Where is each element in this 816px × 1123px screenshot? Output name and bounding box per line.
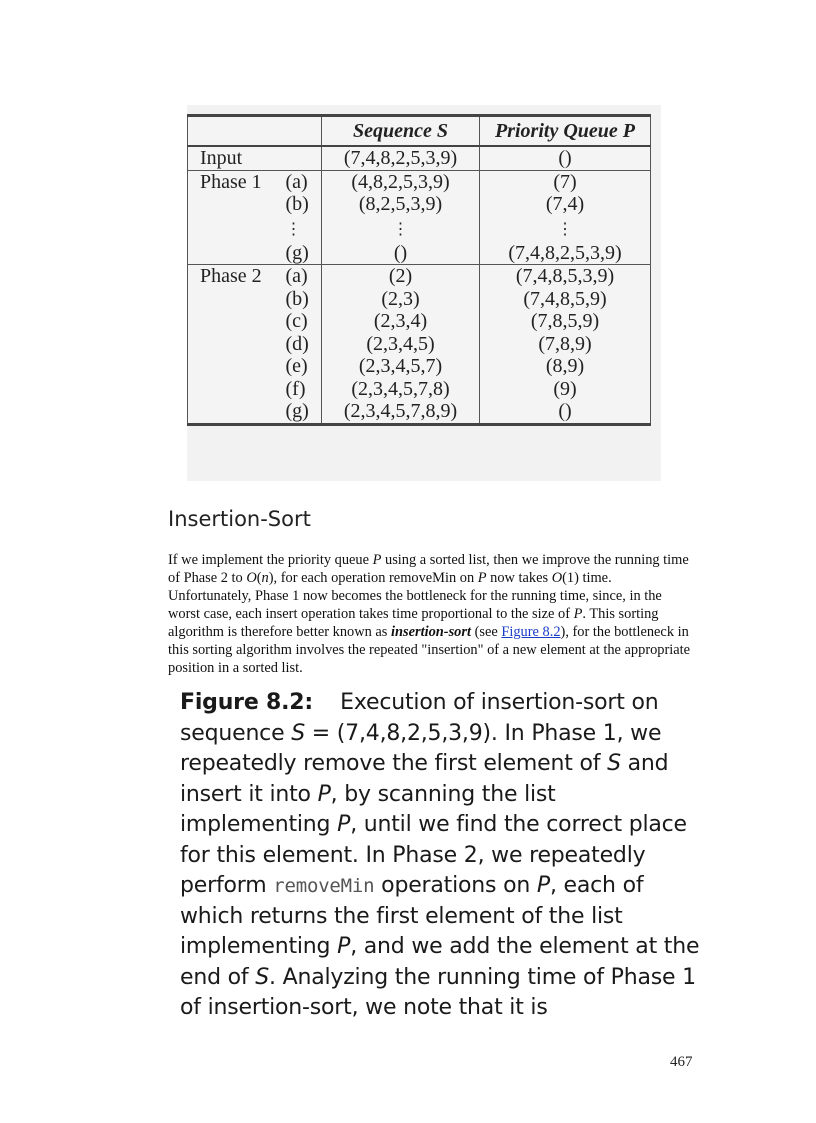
- header-priority-queue: Priority Queue P: [480, 116, 651, 147]
- table-row: [188, 170, 651, 193]
- step-label: (d): [285, 332, 309, 355]
- vertical-ellipsis: ⋮: [392, 221, 409, 239]
- sequence-cell: (7,4,8,2,5,3,9): [322, 146, 480, 170]
- table-row: [188, 265, 651, 288]
- header-empty: [188, 116, 322, 147]
- phase1-label: Phase 1: [188, 170, 270, 193]
- sequence-cell: (): [322, 242, 480, 265]
- step-label: (c): [285, 310, 308, 332]
- queue-cell: (): [480, 146, 651, 170]
- queue-cell: (7,4): [480, 193, 651, 216]
- vertical-ellipsis: ⋮: [285, 221, 302, 239]
- step-label: (a): [270, 170, 322, 193]
- section-heading: Insertion-Sort: [168, 507, 311, 531]
- step-label: (g): [270, 400, 322, 424]
- table-row: [188, 333, 651, 356]
- step-label: (g): [285, 241, 309, 264]
- figure-label: Figure 8.2:: [180, 690, 313, 715]
- step-label: (f): [285, 377, 306, 400]
- sequence-cell: (2,3,4,5,7): [322, 355, 480, 378]
- table-row: [188, 310, 651, 333]
- figure-8-2-link[interactable]: Figure 8.2: [501, 624, 561, 640]
- step-label: (a): [270, 265, 322, 288]
- insertion-sort-table-figure: [187, 105, 661, 481]
- sequence-cell: (2,3,4): [322, 310, 480, 333]
- body-paragraph: If we implement the priority queue P using a sorted list, then we improve the running time of Phase 2 to O(n), for each operation removeMin on P now takes O(1) time. Unfortunately, Phase 1 now becomes the bottleneck for the running time, since, in the worst case, each insert operation takes time proportional to the size of P. This sorting algorithm is therefore better known as insertion-sort (see Figure 8.2), for the bottleneck in this sorting algorithm involves the repeated "insertion" of a new element at the appropriate position in a sorted list.: [168, 552, 691, 676]
- step-label: (e): [285, 355, 308, 377]
- sequence-cell: (8,2,5,3,9): [322, 193, 480, 216]
- queue-cell: (7): [480, 170, 651, 193]
- queue-cell: (7,8,9): [480, 333, 651, 356]
- queue-cell: (7,4,8,5,3,9): [480, 265, 651, 288]
- queue-cell: (): [480, 400, 651, 424]
- code-removemin: removeMin: [273, 875, 375, 897]
- header-sequence: Sequence S: [322, 116, 480, 147]
- sequence-cell: (2,3,4,5,7,8): [322, 378, 480, 401]
- queue-cell: (9): [480, 378, 651, 401]
- queue-cell: (7,8,5,9): [480, 310, 651, 333]
- table-row: [188, 355, 651, 378]
- sequence-cell: (2,3,4,5): [322, 333, 480, 356]
- queue-cell: (7,4,8,5,9): [480, 288, 651, 311]
- row-label-input: Input: [188, 146, 270, 170]
- table-row: [188, 242, 651, 265]
- phase2-label: Phase 2: [188, 265, 270, 288]
- queue-cell: (7,4,8,2,5,3,9): [480, 242, 651, 265]
- sequence-cell: (2,3,4,5,7,8,9): [322, 400, 480, 424]
- sequence-cell: (4,8,2,5,3,9): [322, 170, 480, 193]
- row-step: [270, 146, 322, 170]
- figure-caption: Figure 8.2: Execution of insertion-sort on sequence S = (7,4,8,2,5,3,9). In Phase 1, we repeatedly remove the first element of S and insert it into P, by scanning the list implementing P, until we find the correct place for this element. In Phase 2, we repeatedly perform removeMin operations on P, each of which returns the first element of the list implementing P, and we add the element at the end of S. Analyzing the running time of Phase 1 of insertion-sort, we note that it is: [180, 690, 700, 1020]
- page-number: 467: [670, 1054, 693, 1070]
- insertion-sort-table: [187, 114, 651, 426]
- table-row-ellipsis: [188, 216, 651, 242]
- step-label: (b): [285, 287, 309, 310]
- vertical-ellipsis: ⋮: [557, 221, 573, 239]
- term-insertion-sort: insertion-sort: [391, 624, 471, 640]
- table-row: [188, 400, 651, 424]
- table-row: [188, 378, 651, 401]
- sequence-cell: (2): [322, 265, 480, 288]
- sequence-cell: (2,3): [322, 288, 480, 311]
- table-row-input: [188, 146, 651, 170]
- queue-cell: (8,9): [480, 355, 651, 378]
- table-header-row: [188, 116, 651, 147]
- table-row: [188, 288, 651, 311]
- table-row: [188, 193, 651, 216]
- step-label: (b): [285, 193, 309, 215]
